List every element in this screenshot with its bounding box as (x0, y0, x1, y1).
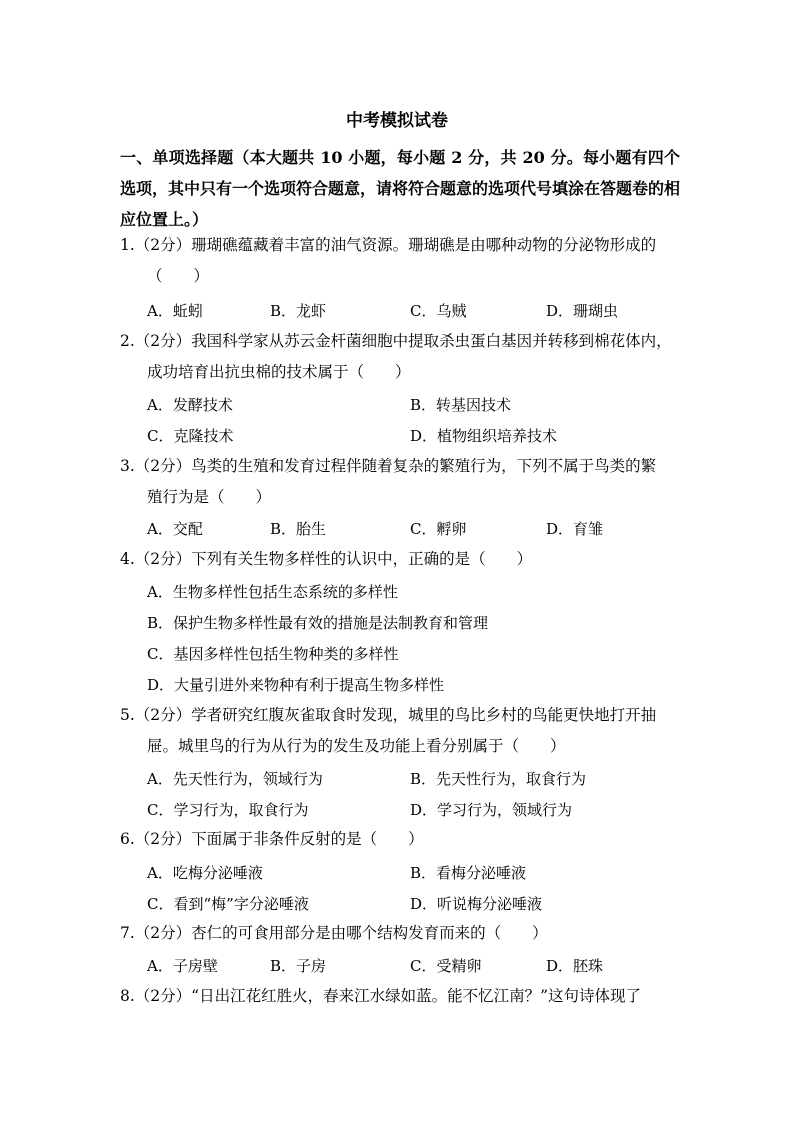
q4-option-b: B．保护生物多样性最有效的措施是法制教育和管理 (147, 614, 489, 632)
q3-option-b: B．胎生 (270, 520, 327, 538)
question-5-text: 5.（2分）学者研究红腹灰雀取食时发现，城里的鸟比乡村的鸟能更快地打开抽 (120, 706, 657, 724)
q7-option-a: A．子房壁 (147, 957, 218, 975)
question-3-text: 3.（2分）鸟类的生殖和发育过程伴随着复杂的繁殖行为，下列不属于鸟类的繁 (120, 457, 657, 475)
q5-option-a: A．先天性行为，领域行为 (147, 770, 323, 788)
q6-option-a: A．吃梅分泌唾液 (147, 864, 263, 882)
q2-option-d: D．植物组织培养技术 (410, 427, 558, 445)
question-2-text-cont: 成功培育出抗虫棉的技术属于（ ） (147, 363, 411, 381)
q5-option-c: C．学习行为，取食行为 (147, 801, 309, 819)
q1-option-b: B．龙虾 (270, 302, 327, 320)
q3-option-a: A．交配 (147, 520, 203, 538)
section-heading: 一、单项选择题（本大题共 10 小题，每小题 2 分，共 20 分。每小题有四个选项，其中只有一个选项符合题意，请将符合题意的选项代号填涂在答题卷的相应位置上。） (120, 148, 681, 229)
q1-option-c: C．乌贼 (410, 302, 467, 320)
question-8-stem (120, 981, 680, 1012)
q2-option-a: A．发酵技术 (147, 396, 233, 414)
q7-option-c: C．受精卵 (410, 957, 482, 975)
question-1-blank: （ ） (147, 267, 210, 285)
q6-option-b: B．看梅分泌唾液 (410, 864, 527, 882)
q4-option-c: C．基因多样性包括生物种类的多样性 (147, 645, 399, 663)
q3-option-d: D．育雏 (546, 520, 604, 538)
q4-option-a: A．生物多样性包括生态系统的多样性 (147, 583, 398, 601)
q7-option-d: D．胚珠 (546, 957, 604, 975)
q3-option-c: C．孵卵 (410, 520, 467, 538)
q1-option-a: A．蚯蚓 (147, 302, 203, 320)
question-1-text: 1.（2分）珊瑚礁蕴藏着丰富的油气资源。珊瑚礁是由哪种动物的分泌物形成的 (120, 236, 657, 254)
q5-option-d: D．学习行为，领域行为 (410, 801, 573, 819)
question-4-stem (120, 544, 680, 575)
q6-option-d: D．听说梅分泌唾液 (410, 895, 543, 913)
question-5-stem (120, 700, 680, 762)
q7-option-b: B．子房 (270, 957, 327, 975)
question-3-text-cont: 殖行为是（ ） (147, 488, 272, 506)
page-title: 中考模拟试卷 (346, 111, 448, 131)
question-4-text: 4.（2分）下列有关生物多样性的认识中，正确的是（ ） (120, 550, 533, 568)
question-3-stem (120, 451, 680, 513)
q2-option-b: B．转基因技术 (410, 396, 512, 414)
question-7-stem (120, 918, 680, 949)
q6-option-c: C．看到“梅”字分泌唾液 (147, 895, 309, 913)
question-6-text: 6.（2分）下面属于非条件反射的是（ ） (120, 830, 424, 848)
question-7-text: 7.（2分）杏仁的可食用部分是由哪个结构发育而来的（ ） (120, 924, 548, 942)
q5-option-b: B．先天性行为，取食行为 (410, 770, 587, 788)
q2-option-c: C．克隆技术 (147, 427, 234, 445)
q4-option-d: D．大量引进外来物种有利于提高生物多样性 (147, 676, 445, 694)
question-2-text: 2.（2分）我国科学家从苏云金杆菌细胞中提取杀虫蛋白基因并转移到棉花体内， (120, 332, 672, 350)
question-2-stem (120, 326, 680, 388)
question-8-text: 8.（2分）“日出江花红胜火，春来江水绿如蓝。能不忆江南？”这句诗体现了 (120, 987, 642, 1005)
question-6-stem (120, 824, 680, 855)
q1-option-d: D．珊瑚虫 (546, 302, 619, 320)
question-1-stem (120, 230, 680, 292)
question-5-text-cont: 屉。城里鸟的行为从行为的发生及功能上看分别属于（ ） (147, 737, 566, 755)
